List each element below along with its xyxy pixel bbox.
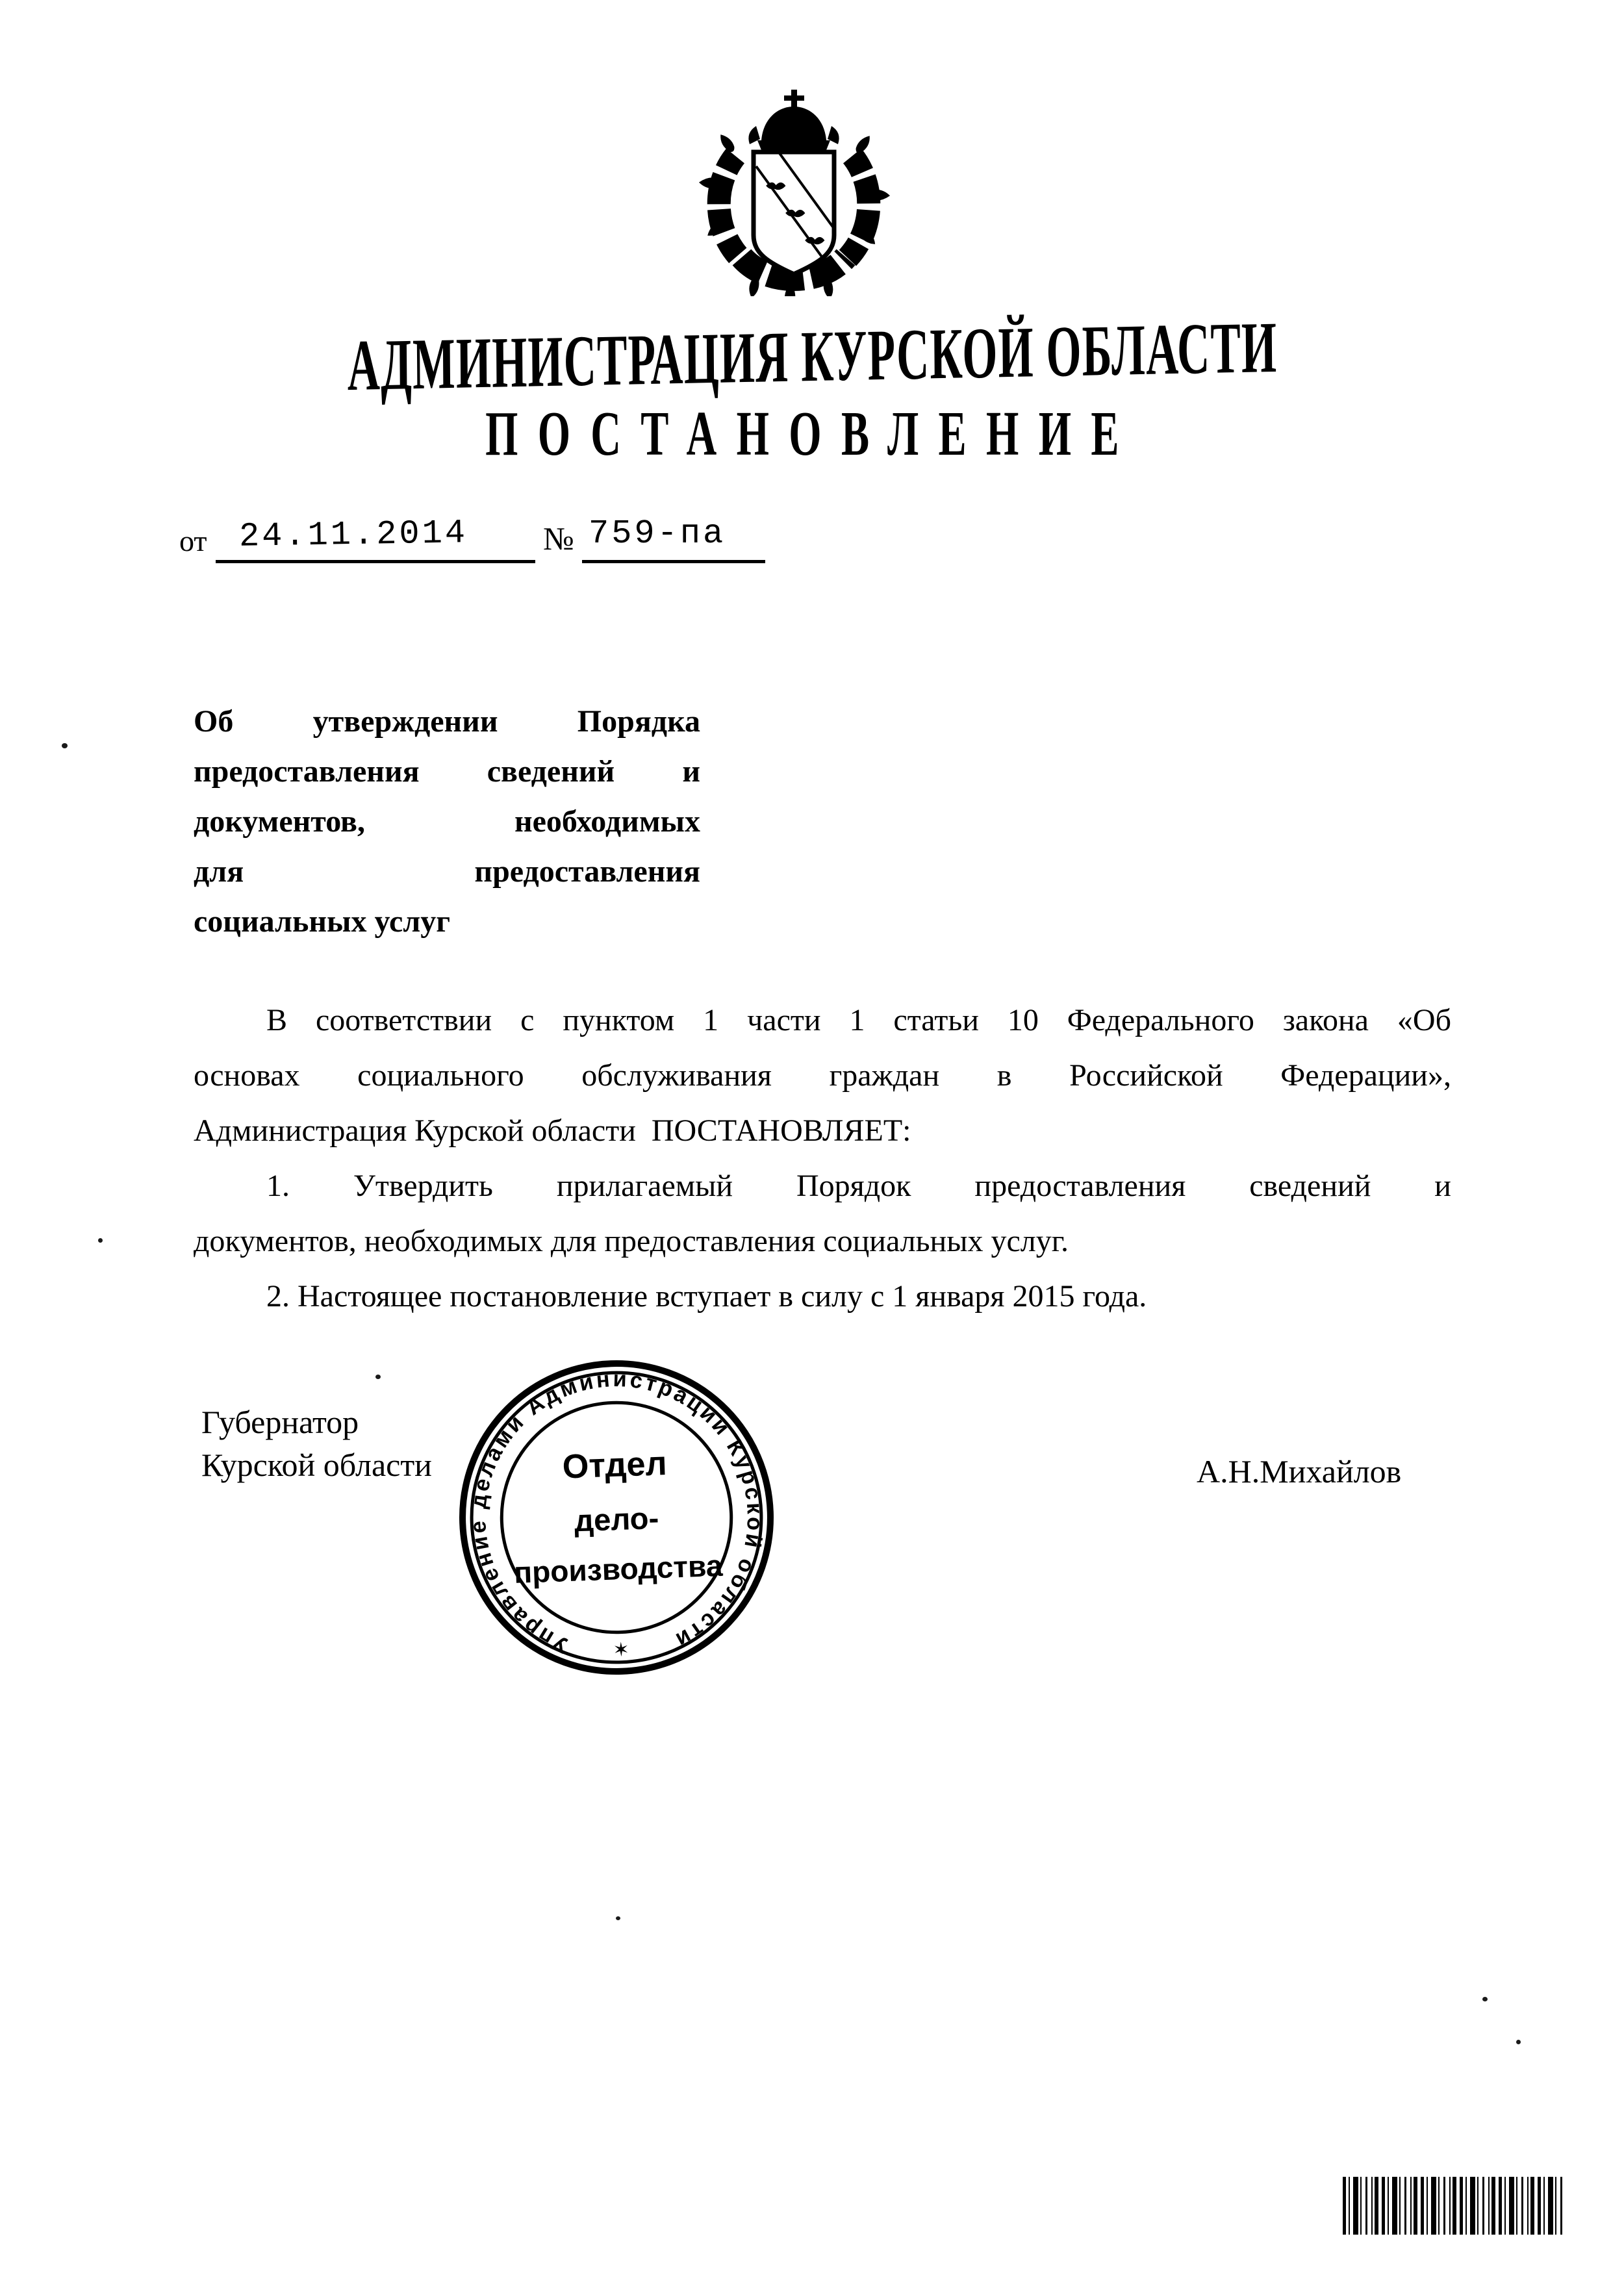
signature-position — [201, 1401, 432, 1486]
number-underline — [582, 512, 765, 563]
body-text — [194, 993, 1451, 1324]
round-stamp — [451, 1352, 782, 1683]
stamp-star-icon: ✶ — [612, 1639, 630, 1662]
subject-line: предоставления сведений и — [194, 754, 700, 789]
kursk-coat-of-arms-icon — [696, 90, 891, 296]
number-value: 759-па — [589, 514, 726, 553]
stamp-center-line: Отдел — [561, 1445, 668, 1486]
header-doc-type-row — [0, 398, 1624, 471]
body-line: 1. Утвердить прилагаемый Порядок предоставления сведений и — [266, 1169, 1451, 1203]
signature-position-line: Губернатор — [201, 1404, 359, 1440]
stamp-center-line: производства — [513, 1548, 724, 1590]
subject-line: Об утверждении Порядка — [194, 704, 700, 739]
subject-line: для предоставления — [194, 854, 700, 889]
number-label: № — [543, 520, 574, 557]
body-line: 2. Настоящее постановление вступает в силу с 1 января 2015 года. — [266, 1279, 1147, 1313]
barcode-icon — [1343, 2177, 1565, 2235]
subject-line: документов, необходимых — [194, 804, 700, 839]
header-org-name-row — [0, 307, 1624, 407]
stamp-center-line: дело- — [574, 1501, 660, 1539]
date-label: от — [179, 524, 207, 557]
signature-name: А.Н.Михайлов — [1197, 1453, 1402, 1490]
subject-line: социальных услуг — [194, 904, 451, 939]
subject-block — [194, 696, 700, 946]
doc-type-title: ПОСТАНОВЛЕНИЕ — [485, 399, 1139, 469]
signature-position-line: Курской области — [201, 1447, 432, 1483]
body-line: документов, необходимых для предоставления социальных услуг. — [194, 1224, 1069, 1258]
body-line: основах социального обслуживания граждан в Российской Федерации», — [194, 1058, 1451, 1093]
date-underline — [216, 512, 535, 563]
stamp-ring-text: Управление делами Администрации Курской области — [465, 1366, 768, 1658]
date-value: 24.11.2014 — [238, 514, 468, 556]
org-name: АДМИНИСТРАЦИЯ КУРСКОЙ ОБЛАСТИ — [346, 307, 1278, 407]
body-line: Администрация Курской области ПОСТАНОВЛЯЕТ: — [194, 1113, 911, 1148]
body-line: В соответствии с пунктом 1 части 1 статьи 10 Федерального закона «Об — [266, 1003, 1451, 1037]
